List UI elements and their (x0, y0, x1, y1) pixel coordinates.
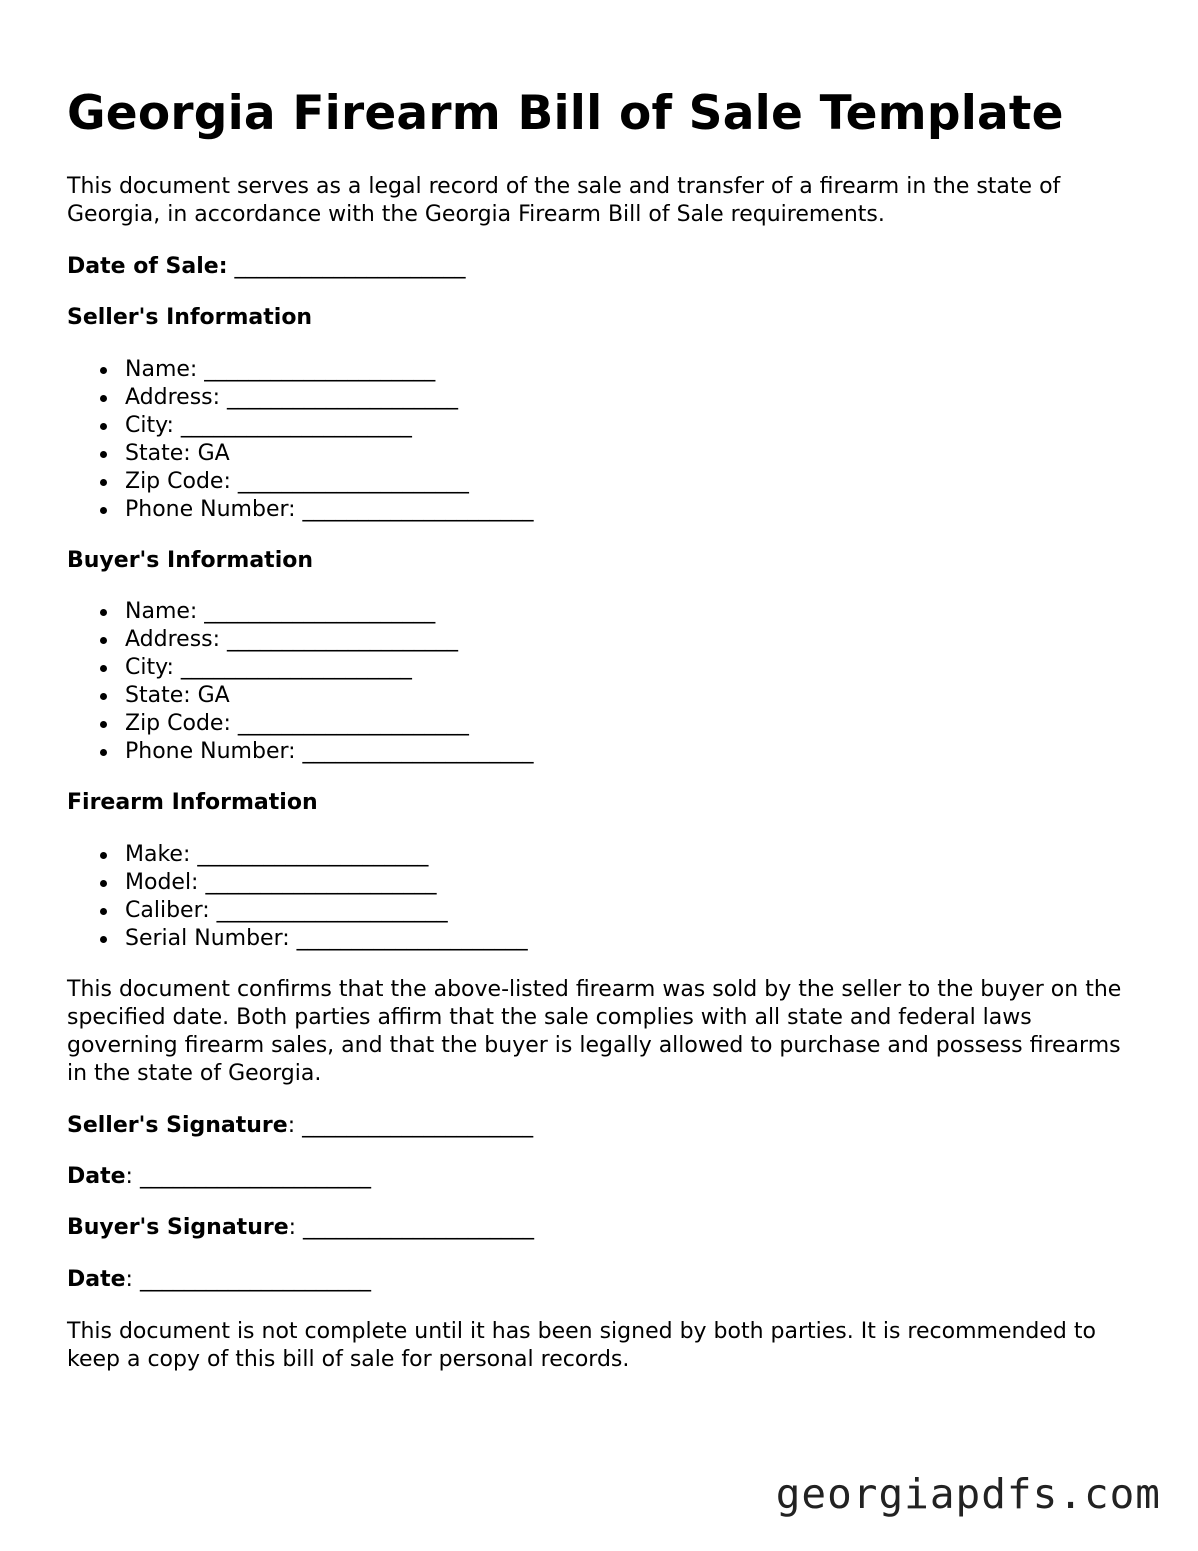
seller-signature-label: Seller's Signature (67, 1113, 288, 1138)
page-title: Georgia Firearm Bill of Sale Template (67, 86, 1064, 141)
bullet-icon (100, 637, 107, 644)
buyer-heading: Buyer's Information (67, 548, 314, 573)
bullet-icon (100, 908, 107, 915)
bullet-icon (100, 852, 107, 859)
buyer-date-blank: : _____________________ (125, 1267, 371, 1292)
list-item: City: _____________________ (67, 654, 534, 682)
list-item: City: _____________________ (67, 412, 534, 440)
seller-date-line (67, 1163, 371, 1191)
buyer-signature-blank: : _____________________ (288, 1215, 535, 1240)
bullet-icon (100, 367, 107, 374)
bullet-icon (100, 721, 107, 728)
watermark: georgiapdfs.com (775, 1470, 1161, 1518)
closing-paragraph: This document is not complete until it has been signed by both parties. It is recommended to keep a copy of this bill of sale for personal records. (67, 1319, 1096, 1372)
firearm-heading: Firearm Information (67, 790, 318, 815)
list-item: State: GA (67, 682, 534, 710)
intro-paragraph: This document serves as a legal record of the sale and transfer of a firearm in the state of Georgia, in accordance with the Georgia Firearm Bill of Sale requirements. (67, 174, 1061, 227)
list-item: Name: _____________________ (67, 356, 534, 384)
seller-signature-line (67, 1112, 533, 1140)
list-item: Make: _____________________ (67, 841, 528, 869)
bullet-icon (100, 880, 107, 887)
bullet-icon (100, 936, 107, 943)
list-item: Zip Code: _____________________ (67, 468, 534, 496)
list-item: Serial Number: _____________________ (67, 925, 528, 953)
list-item: Phone Number: _____________________ (67, 496, 534, 524)
confirmation-paragraph: This document confirms that the above-listed firearm was sold by the seller to the buyer on the specified date. Both parties affirm that the sale complies with all state and federal laws governing firearm sales, and that the buyer is legally allowed to purchase and possess firearms in the state of Georgia. (67, 977, 1122, 1086)
list-item: Phone Number: _____________________ (67, 738, 534, 766)
bullet-icon (100, 693, 107, 700)
buyer-signature-line (67, 1214, 534, 1242)
bullet-icon (100, 507, 107, 514)
list-item: Model: _____________________ (67, 869, 528, 897)
seller-date-label: Date (67, 1164, 126, 1189)
firearm-list (67, 841, 528, 953)
list-item: Caliber: _____________________ (67, 897, 528, 925)
list-item: State: GA (67, 440, 534, 468)
seller-heading: Seller's Information (67, 305, 313, 330)
date-of-sale-label: Date of Sale: (67, 254, 228, 279)
bullet-icon (100, 665, 107, 672)
buyer-date-label: Date (67, 1267, 126, 1292)
list-item: Address: _____________________ (67, 384, 534, 412)
bullet-icon (100, 749, 107, 756)
date-of-sale-line (67, 253, 466, 281)
bullet-icon (100, 423, 107, 430)
bullet-icon (100, 609, 107, 616)
bullet-icon (100, 451, 107, 458)
bullet-icon (100, 479, 107, 486)
list-item: Zip Code: _____________________ (67, 710, 534, 738)
buyer-list (67, 598, 534, 766)
buyer-date-line (67, 1266, 371, 1294)
date-of-sale-blank: _____________________ (234, 254, 466, 279)
list-item: Name: _____________________ (67, 598, 534, 626)
buyer-signature-label: Buyer's Signature (67, 1215, 289, 1240)
seller-list (67, 356, 534, 524)
seller-signature-blank: : _____________________ (287, 1113, 534, 1138)
bullet-icon (100, 395, 107, 402)
seller-date-blank: : _____________________ (125, 1164, 371, 1189)
list-item: Address: _____________________ (67, 626, 534, 654)
